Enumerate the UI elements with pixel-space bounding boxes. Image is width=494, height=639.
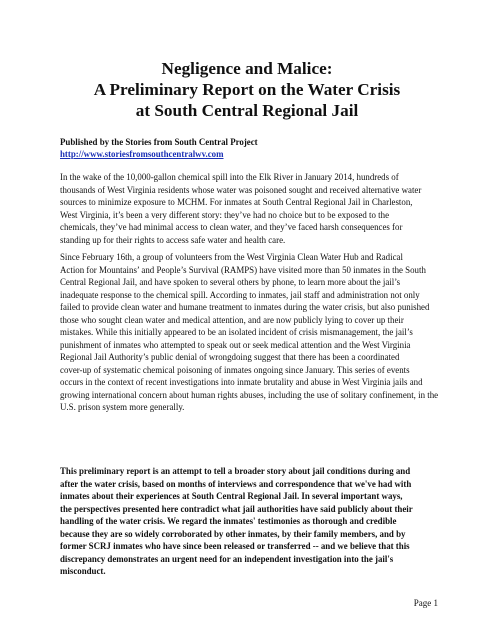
paragraph-line: U.S. prison system more generally. (60, 402, 185, 412)
paragraph-line: growing international concern about human rights abuses, including the use of solitary confinement, in the (60, 389, 439, 400)
paragraph-line: occurs in the context of recent investigations into inmate brutality and abuse in West Virginia jails and (60, 377, 423, 387)
paragraph-line: In the wake of the 10,000-gallon chemical spill into the Elk River in January 2014, hundreds of (60, 172, 399, 182)
paragraph-line: chemicals, they’ve had minimal access to clean water, and they’ve faced harsh consequences for (60, 222, 403, 232)
page-number: Page 1 (413, 598, 438, 608)
paragraph-line: standing up for their rights to access safe water and health care. (60, 234, 286, 245)
title-line-2: A Preliminary Report on the Water Crisis (93, 80, 401, 99)
paragraph-line: those who sought clean water and medical attention, and are now publicly lying to cover up their (60, 314, 404, 325)
paragraph-line: mistakes. While this initially appeared to be an isolated incident of crisis mismanagement, the jail’s (60, 327, 413, 337)
intro-paragraph (60, 171, 440, 246)
paragraph-line: inadequate response to the chemical spill. According to inmates, jail staff and administration not only (60, 289, 420, 300)
paragraph-line: the perspectives presented here contradict what jail authorities have said publicly about their (60, 503, 413, 514)
project-website-link[interactable]: http://www.storiesfromsouthcentralwv.com (60, 148, 224, 159)
paragraph-line: inmates about their experiences at South Central Regional Jail. In several important ways, (60, 491, 403, 501)
summary-paragraph (60, 465, 440, 578)
paragraph-line: former SCRJ inmates who have since been released or transferred -- and we believe that this (60, 541, 410, 551)
publication-info (60, 137, 440, 160)
paragraph-line: handling of the water crisis. We regard the inmates' testimonies as thorough and credible (60, 516, 397, 526)
paragraph-line: punishment of inmates who attempted to speak out or seek medical attention and the West Virginia (60, 339, 411, 350)
paragraph-line: thousands of West Virginia residents whose water was poisoned sought and received alternative water (60, 184, 422, 195)
paragraph-line: West Virginia, it’s been a very different story: they’ve had no choice but to be exposed to the (60, 209, 390, 220)
paragraph-line: Regional Jail Authority’s public denial of wrongdoing suggest that there has been a coordinated (60, 352, 400, 362)
background-paragraph (60, 251, 440, 414)
paragraph-line: after the water crisis, based on months of interviews and correspondence that we've had with (60, 478, 412, 489)
paragraph-line: discrepancy demonstrates an urgent need for an independent investigation into the jail's (60, 553, 394, 564)
paragraph-line: misconduct. (60, 566, 106, 576)
paragraph-line: This preliminary report is an attempt to tell a broader story about jail conditions during and (60, 466, 411, 476)
paragraph-line: Central Regional Jail, and have spoken to several others by phone, to learn more about the jail’s (60, 277, 401, 287)
paragraph-line: because they are so widely corroborated by other inmates, by their family members, and by (60, 528, 406, 539)
paragraph-line: sources to minimize exposure to MCHM. For inmates at South Central Regional Jail in Charleston, (60, 197, 413, 207)
paragraph-line: Action for Mountains’ and People’s Survival (RAMPS) have visited more than 50 inmates in the South (60, 264, 426, 275)
paragraph-line: failed to provide clean water and humane treatment to inmates during the water crisis, but also punished (60, 302, 430, 312)
byline: Published by the Stories from South Central Project (60, 137, 258, 147)
document-title (60, 58, 434, 121)
paragraph-line: Since February 16th, a group of volunteers from the West Virginia Clean Water Hub and Radical (60, 252, 403, 262)
title-line-1: Negligence and Malice: (161, 59, 333, 78)
title-line-3: at South Central Regional Jail (135, 101, 359, 120)
paragraph-line: cover-up of systematic chemical poisoning of inmates ongoing since January. This series of events (60, 364, 410, 375)
